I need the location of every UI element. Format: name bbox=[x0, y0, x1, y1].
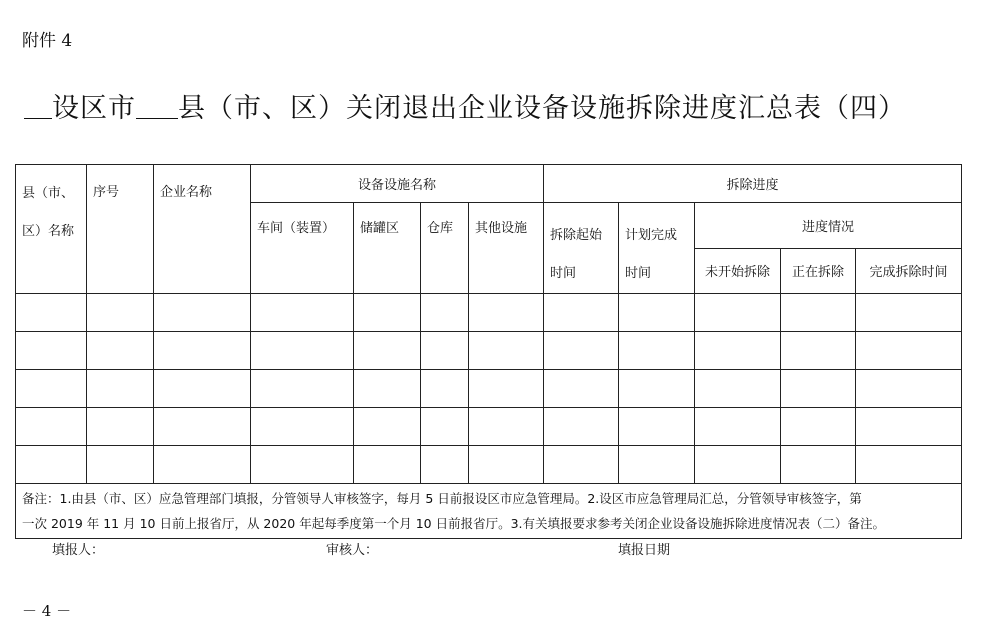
blank-county bbox=[136, 94, 178, 119]
table-body bbox=[16, 294, 962, 484]
header-warehouse: 仓库 bbox=[421, 203, 469, 294]
table-cell[interactable] bbox=[469, 446, 544, 484]
table-cell[interactable] bbox=[856, 332, 962, 370]
date-label: 填报日期 bbox=[618, 543, 671, 558]
table-cell[interactable] bbox=[856, 408, 962, 446]
table-cell[interactable] bbox=[251, 294, 354, 332]
table-cell[interactable] bbox=[421, 408, 469, 446]
table-cell[interactable] bbox=[781, 294, 856, 332]
table-cell[interactable] bbox=[695, 370, 781, 408]
table-cell[interactable] bbox=[251, 446, 354, 484]
table-cell[interactable] bbox=[469, 408, 544, 446]
header-county bbox=[16, 165, 87, 294]
table-cell[interactable] bbox=[781, 332, 856, 370]
table-cell[interactable] bbox=[619, 332, 695, 370]
table-note bbox=[16, 484, 962, 539]
title-part1: 设区市 bbox=[52, 93, 136, 124]
header-facility-group: 设备设施名称 bbox=[251, 165, 544, 203]
table-cell[interactable] bbox=[421, 294, 469, 332]
table-cell[interactable] bbox=[251, 408, 354, 446]
table-cell[interactable] bbox=[619, 294, 695, 332]
table-cell[interactable] bbox=[354, 370, 421, 408]
table-cell[interactable] bbox=[544, 408, 619, 446]
table-cell[interactable] bbox=[695, 332, 781, 370]
table-cell[interactable] bbox=[469, 294, 544, 332]
header-workshop: 车间（装置） bbox=[251, 203, 354, 294]
header-seq: 序号 bbox=[87, 165, 154, 294]
header-completed: 完成拆除时间 bbox=[856, 248, 962, 294]
table-cell[interactable] bbox=[781, 446, 856, 484]
page-title bbox=[24, 86, 964, 125]
annex-label: 附件 4 bbox=[22, 31, 73, 51]
table-cell[interactable] bbox=[469, 332, 544, 370]
table-cell[interactable] bbox=[354, 446, 421, 484]
table-cell[interactable] bbox=[421, 370, 469, 408]
header-not-started: 未开始拆除 bbox=[695, 248, 781, 294]
header-company: 企业名称 bbox=[154, 165, 251, 294]
header-county-line1: 县（市、 bbox=[22, 186, 75, 201]
table-cell[interactable] bbox=[544, 446, 619, 484]
table-cell[interactable] bbox=[619, 408, 695, 446]
title-part2: 县（市、区）关闭退出企业设备设施拆除进度汇总表（四） bbox=[178, 93, 906, 124]
header-start-line2: 时间 bbox=[550, 266, 577, 281]
filler-label: 填报人： bbox=[52, 543, 105, 558]
table-cell[interactable] bbox=[856, 294, 962, 332]
table-row bbox=[16, 332, 962, 370]
table-row bbox=[16, 294, 962, 332]
table-row bbox=[16, 446, 962, 484]
header-plan-line2: 时间 bbox=[625, 266, 652, 281]
table-cell[interactable] bbox=[87, 446, 154, 484]
header-plan-time bbox=[619, 203, 695, 294]
table-cell[interactable] bbox=[695, 294, 781, 332]
header-other: 其他设施 bbox=[469, 203, 544, 294]
table-cell[interactable] bbox=[619, 446, 695, 484]
header-in-progress: 正在拆除 bbox=[781, 248, 856, 294]
table-cell[interactable] bbox=[87, 294, 154, 332]
table-cell[interactable] bbox=[16, 332, 87, 370]
table-cell[interactable] bbox=[354, 332, 421, 370]
table-cell[interactable] bbox=[154, 370, 251, 408]
summary-table bbox=[15, 164, 962, 539]
table-cell[interactable] bbox=[87, 370, 154, 408]
note-line2: 一次 2019 年 11 月 10 日前上报省厅，从 2020 年起每季度第一个月 10 日前报省厅。3.有关填报要求参考关闭企业设备设施拆除进度情况表（二）备注。 bbox=[22, 516, 886, 531]
table-cell[interactable] bbox=[695, 446, 781, 484]
page-number: － 4 － bbox=[22, 602, 72, 620]
table-cell[interactable] bbox=[856, 370, 962, 408]
table-cell[interactable] bbox=[16, 446, 87, 484]
table-cell[interactable] bbox=[154, 294, 251, 332]
table-cell[interactable] bbox=[544, 332, 619, 370]
table-cell[interactable] bbox=[154, 408, 251, 446]
reviewer-label: 审核人： bbox=[326, 543, 379, 558]
note-line1: 备注：1.由县（市、区）应急管理部门填报，分管领导人审核签字，每月 5 日前报设区市应急管理局。2.设区市应急管理局汇总，分管领导审核签字，第 bbox=[22, 491, 862, 506]
table-cell[interactable] bbox=[544, 294, 619, 332]
table-cell[interactable] bbox=[619, 370, 695, 408]
table-cell[interactable] bbox=[421, 332, 469, 370]
table-cell[interactable] bbox=[354, 294, 421, 332]
blank-city bbox=[24, 94, 52, 119]
table-cell[interactable] bbox=[87, 332, 154, 370]
table-cell[interactable] bbox=[16, 408, 87, 446]
header-progress-group: 进度情况 bbox=[695, 203, 962, 249]
header-tank: 储罐区 bbox=[354, 203, 421, 294]
table-cell[interactable] bbox=[354, 408, 421, 446]
header-county-line2: 区）名称 bbox=[22, 224, 75, 239]
table-row bbox=[16, 408, 962, 446]
table-cell[interactable] bbox=[421, 446, 469, 484]
table-cell[interactable] bbox=[154, 332, 251, 370]
table-cell[interactable] bbox=[16, 294, 87, 332]
table-cell[interactable] bbox=[154, 446, 251, 484]
table-cell[interactable] bbox=[781, 370, 856, 408]
header-start-time bbox=[544, 203, 619, 294]
table-cell[interactable] bbox=[87, 408, 154, 446]
header-start-line1: 拆除起始 bbox=[550, 228, 603, 243]
table-cell[interactable] bbox=[469, 370, 544, 408]
table-cell[interactable] bbox=[251, 332, 354, 370]
table-cell[interactable] bbox=[856, 446, 962, 484]
table-cell[interactable] bbox=[695, 408, 781, 446]
table-cell[interactable] bbox=[251, 370, 354, 408]
header-demolition-group: 拆除进度 bbox=[544, 165, 962, 203]
header-plan-line1: 计划完成 bbox=[625, 228, 678, 243]
table-cell[interactable] bbox=[16, 370, 87, 408]
table-row bbox=[16, 370, 962, 408]
table-cell[interactable] bbox=[544, 370, 619, 408]
table-cell[interactable] bbox=[781, 408, 856, 446]
